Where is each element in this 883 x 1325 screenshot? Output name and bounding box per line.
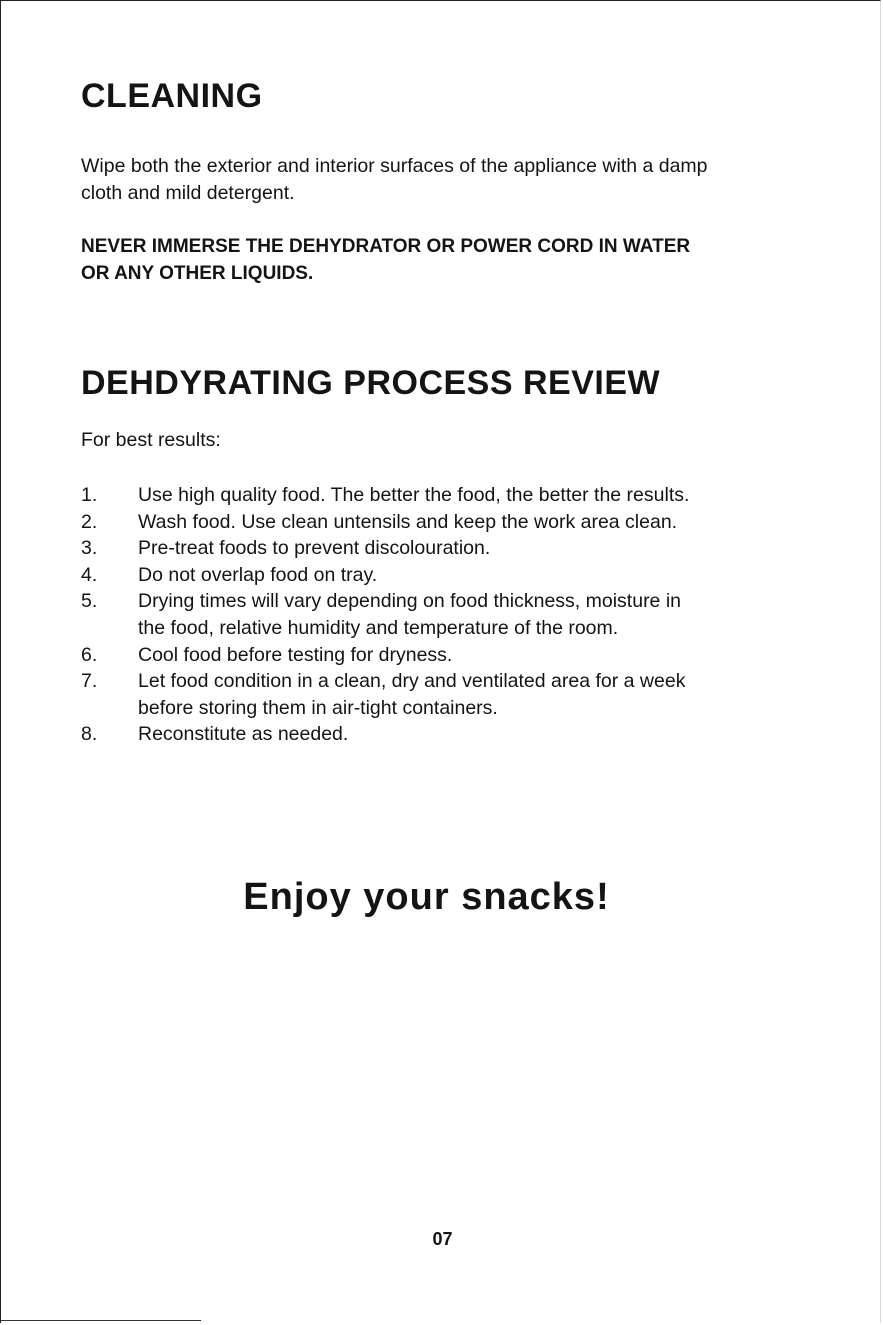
process-step — [81, 509, 689, 536]
cleaning-instructions — [81, 153, 801, 207]
review-intro: For best results: — [81, 429, 221, 451]
step-text: Cool food before testing for dryness. — [138, 643, 453, 666]
step-text: Wash food. Use clean untensils and keep the work area clean. — [138, 510, 678, 533]
process-steps-list — [81, 482, 689, 748]
bottom-rule — [1, 1320, 201, 1321]
closing-message: Enjoy your snacks! — [243, 876, 610, 918]
step-text: Do not overlap food on tray. — [138, 563, 378, 586]
immersion-warning — [81, 233, 690, 287]
step-number: 1. — [81, 484, 98, 506]
step-number: 2. — [81, 510, 98, 533]
step-text: the food, relative humidity and temperature of the room. — [138, 616, 619, 639]
step-text: Use high quality food. The better the food, the better the results. — [138, 484, 690, 506]
process-step — [81, 588, 689, 641]
step-text: Reconstitute as needed. — [138, 723, 349, 746]
step-number: 4. — [81, 563, 98, 586]
page-number: 07 — [432, 1229, 453, 1249]
cleaning-instructions-line: Wipe both the exterior and interior surfaces of the appliance with a damp — [81, 155, 708, 177]
step-text: Drying times will vary depending on food thickness, moisture in — [138, 590, 682, 613]
review-heading: DEHDYRATING PROCESS REVIEW — [81, 364, 661, 402]
cleaning-instructions-line: cloth and mild detergent. — [81, 182, 295, 204]
process-step — [81, 668, 689, 721]
step-text: Pre-treat foods to prevent discolouration. — [138, 537, 491, 560]
process-step — [81, 721, 689, 748]
step-number: 3. — [81, 537, 98, 560]
step-number: 7. — [81, 670, 98, 693]
process-step — [81, 642, 689, 669]
process-step — [81, 562, 689, 589]
immersion-warning-line: OR ANY OTHER LIQUIDS. — [81, 263, 314, 284]
process-step — [81, 482, 689, 509]
process-step — [81, 535, 689, 562]
step-text: before storing them in air-tight containers. — [138, 696, 498, 719]
step-number: 8. — [81, 723, 98, 746]
immersion-warning-line: NEVER IMMERSE THE DEHYDRATOR OR POWER CORD IN WATER — [81, 236, 691, 257]
step-number: 6. — [81, 643, 98, 666]
step-text: Let food condition in a clean, dry and ventilated area for a week — [138, 670, 686, 693]
cleaning-heading: CLEANING — [81, 77, 263, 115]
step-number: 5. — [81, 590, 98, 613]
